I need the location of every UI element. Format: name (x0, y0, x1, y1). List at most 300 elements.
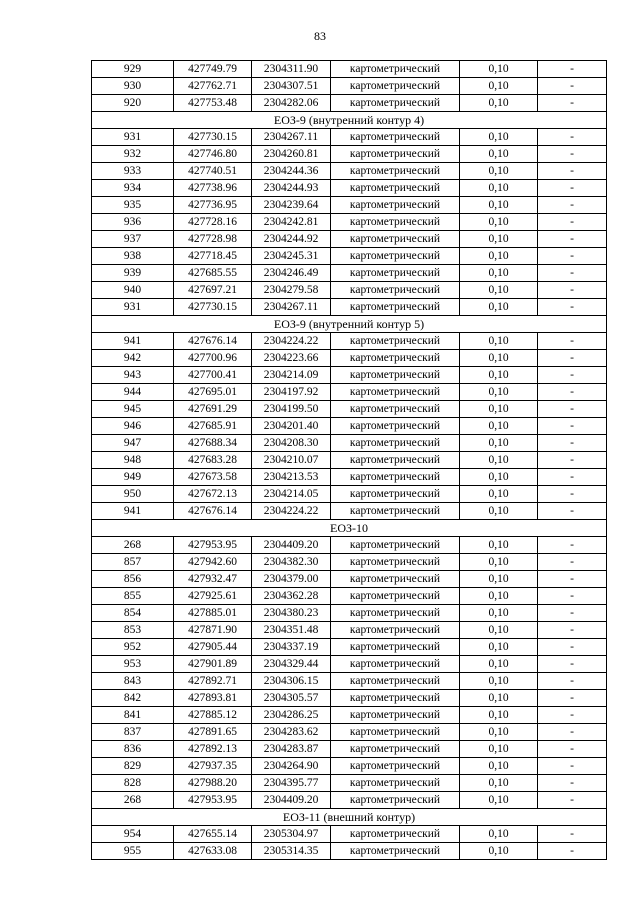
note-cell: - (538, 724, 607, 741)
accuracy-cell: 0,10 (460, 469, 538, 486)
y-coordinate-cell: 2304214.09 (252, 367, 331, 384)
point-number-cell: 931 (92, 299, 174, 316)
x-coordinate-cell: 427738.96 (174, 180, 252, 197)
table-row (92, 758, 607, 775)
accuracy-cell: 0,10 (460, 843, 538, 860)
point-number-cell: 938 (92, 248, 174, 265)
y-coordinate-cell: 2304239.64 (252, 197, 331, 214)
method-cell: картометрический (331, 401, 460, 418)
table-row (92, 333, 607, 350)
y-coordinate-cell: 2304246.49 (252, 265, 331, 282)
point-number-cell: 854 (92, 605, 174, 622)
point-number-cell: 947 (92, 435, 174, 452)
accuracy-cell: 0,10 (460, 299, 538, 316)
y-coordinate-cell: 2304210.07 (252, 452, 331, 469)
table-row (92, 622, 607, 639)
method-cell: картометрический (331, 452, 460, 469)
method-cell: картометрический (331, 588, 460, 605)
x-coordinate-cell: 427892.13 (174, 741, 252, 758)
y-coordinate-cell: 2304213.53 (252, 469, 331, 486)
method-cell: картометрический (331, 690, 460, 707)
table-row (92, 299, 607, 316)
note-cell: - (538, 333, 607, 350)
method-cell: картометрический (331, 656, 460, 673)
y-coordinate-cell: 2304224.22 (252, 333, 331, 350)
method-cell: картометрический (331, 282, 460, 299)
y-coordinate-cell: 2304329.44 (252, 656, 331, 673)
y-coordinate-cell: 2304224.22 (252, 503, 331, 520)
point-number-cell: 943 (92, 367, 174, 384)
accuracy-cell: 0,10 (460, 248, 538, 265)
note-cell: - (538, 146, 607, 163)
point-number-cell: 855 (92, 588, 174, 605)
note-cell: - (538, 843, 607, 860)
accuracy-cell: 0,10 (460, 775, 538, 792)
table-row (92, 707, 607, 724)
x-coordinate-cell: 427901.89 (174, 656, 252, 673)
note-cell: - (538, 690, 607, 707)
note-cell: - (538, 605, 607, 622)
note-cell: - (538, 78, 607, 95)
x-coordinate-cell: 427762.71 (174, 78, 252, 95)
accuracy-cell: 0,10 (460, 265, 538, 282)
table-row (92, 554, 607, 571)
table-row (92, 537, 607, 554)
point-number-cell: 937 (92, 231, 174, 248)
y-coordinate-cell: 2305314.35 (252, 843, 331, 860)
method-cell: картометрический (331, 367, 460, 384)
note-cell: - (538, 129, 607, 146)
note-cell: - (538, 673, 607, 690)
note-cell: - (538, 639, 607, 656)
x-coordinate-cell: 427885.01 (174, 605, 252, 622)
note-cell: - (538, 299, 607, 316)
table-row (92, 469, 607, 486)
method-cell: картометрический (331, 418, 460, 435)
y-coordinate-cell: 2304279.58 (252, 282, 331, 299)
accuracy-cell: 0,10 (460, 384, 538, 401)
table-row (92, 452, 607, 469)
point-number-cell: 941 (92, 333, 174, 350)
x-coordinate-cell: 427871.90 (174, 622, 252, 639)
method-cell: картометрический (331, 469, 460, 486)
table-row (92, 78, 607, 95)
table-row (92, 214, 607, 231)
table-row (92, 826, 607, 843)
x-coordinate-cell: 427718.45 (174, 248, 252, 265)
accuracy-cell: 0,10 (460, 571, 538, 588)
accuracy-cell: 0,10 (460, 214, 538, 231)
y-coordinate-cell: 2304267.11 (252, 299, 331, 316)
accuracy-cell: 0,10 (460, 231, 538, 248)
x-coordinate-cell: 427633.08 (174, 843, 252, 860)
method-cell: картометрический (331, 486, 460, 503)
method-cell: картометрический (331, 537, 460, 554)
x-coordinate-cell: 427730.15 (174, 299, 252, 316)
x-coordinate-cell: 427728.98 (174, 231, 252, 248)
accuracy-cell: 0,10 (460, 333, 538, 350)
method-cell: картометрический (331, 265, 460, 282)
method-cell: картометрический (331, 843, 460, 860)
method-cell: картометрический (331, 758, 460, 775)
accuracy-cell: 0,10 (460, 826, 538, 843)
coordinates-table (91, 60, 607, 860)
note-cell: - (538, 265, 607, 282)
x-coordinate-cell: 427885.12 (174, 707, 252, 724)
accuracy-cell: 0,10 (460, 605, 538, 622)
x-coordinate-cell: 427685.55 (174, 265, 252, 282)
note-cell: - (538, 384, 607, 401)
y-coordinate-cell: 2304382.30 (252, 554, 331, 571)
table-row (92, 656, 607, 673)
section-header-row (92, 112, 607, 129)
note-cell: - (538, 486, 607, 503)
method-cell: картометрический (331, 78, 460, 95)
accuracy-cell: 0,10 (460, 129, 538, 146)
note-cell: - (538, 163, 607, 180)
section-header-row (92, 520, 607, 537)
point-number-cell: 931 (92, 129, 174, 146)
x-coordinate-cell: 427676.14 (174, 333, 252, 350)
note-cell: - (538, 231, 607, 248)
method-cell: картометрический (331, 605, 460, 622)
method-cell: картометрический (331, 724, 460, 741)
point-number-cell: 268 (92, 792, 174, 809)
note-cell: - (538, 537, 607, 554)
method-cell: картометрический (331, 129, 460, 146)
y-coordinate-cell: 2304264.90 (252, 758, 331, 775)
note-cell: - (538, 350, 607, 367)
point-number-cell: 853 (92, 622, 174, 639)
y-coordinate-cell: 2304337.19 (252, 639, 331, 656)
y-coordinate-cell: 2304283.62 (252, 724, 331, 741)
x-coordinate-cell: 427695.01 (174, 384, 252, 401)
table-row (92, 673, 607, 690)
note-cell: - (538, 469, 607, 486)
accuracy-cell: 0,10 (460, 656, 538, 673)
table-row (92, 265, 607, 282)
section-title: ЕОЗ-10 (92, 520, 607, 537)
method-cell: картометрический (331, 826, 460, 843)
accuracy-cell: 0,10 (460, 588, 538, 605)
y-coordinate-cell: 2304362.28 (252, 588, 331, 605)
y-coordinate-cell: 2304307.51 (252, 78, 331, 95)
y-coordinate-cell: 2304379.00 (252, 571, 331, 588)
y-coordinate-cell: 2304351.48 (252, 622, 331, 639)
method-cell: картометрический (331, 792, 460, 809)
table-row (92, 231, 607, 248)
note-cell: - (538, 656, 607, 673)
table-row (92, 571, 607, 588)
note-cell: - (538, 741, 607, 758)
method-cell: картометрический (331, 622, 460, 639)
accuracy-cell: 0,10 (460, 452, 538, 469)
point-number-cell: 952 (92, 639, 174, 656)
x-coordinate-cell: 427937.35 (174, 758, 252, 775)
accuracy-cell: 0,10 (460, 180, 538, 197)
y-coordinate-cell: 2305304.97 (252, 826, 331, 843)
y-coordinate-cell: 2304283.87 (252, 741, 331, 758)
note-cell: - (538, 775, 607, 792)
method-cell: картометрический (331, 197, 460, 214)
note-cell: - (538, 95, 607, 112)
accuracy-cell: 0,10 (460, 282, 538, 299)
note-cell: - (538, 418, 607, 435)
y-coordinate-cell: 2304409.20 (252, 792, 331, 809)
table-row (92, 503, 607, 520)
method-cell: картометрический (331, 146, 460, 163)
table-row (92, 384, 607, 401)
x-coordinate-cell: 427746.80 (174, 146, 252, 163)
accuracy-cell: 0,10 (460, 724, 538, 741)
table-row (92, 605, 607, 622)
method-cell: картометрический (331, 571, 460, 588)
accuracy-cell: 0,10 (460, 197, 538, 214)
x-coordinate-cell: 427655.14 (174, 826, 252, 843)
point-number-cell: 950 (92, 486, 174, 503)
point-number-cell: 934 (92, 180, 174, 197)
table-row (92, 690, 607, 707)
method-cell: картометрический (331, 707, 460, 724)
method-cell: картометрический (331, 350, 460, 367)
x-coordinate-cell: 427988.20 (174, 775, 252, 792)
table-row (92, 418, 607, 435)
method-cell: картометрический (331, 639, 460, 656)
note-cell: - (538, 452, 607, 469)
method-cell: картометрический (331, 61, 460, 78)
point-number-cell: 953 (92, 656, 174, 673)
point-number-cell: 941 (92, 503, 174, 520)
accuracy-cell: 0,10 (460, 673, 538, 690)
x-coordinate-cell: 427730.15 (174, 129, 252, 146)
x-coordinate-cell: 427676.14 (174, 503, 252, 520)
note-cell: - (538, 214, 607, 231)
method-cell: картометрический (331, 95, 460, 112)
note-cell: - (538, 571, 607, 588)
point-number-cell: 942 (92, 350, 174, 367)
y-coordinate-cell: 2304286.25 (252, 707, 331, 724)
y-coordinate-cell: 2304208.30 (252, 435, 331, 452)
table-row (92, 486, 607, 503)
accuracy-cell: 0,10 (460, 95, 538, 112)
y-coordinate-cell: 2304282.06 (252, 95, 331, 112)
accuracy-cell: 0,10 (460, 418, 538, 435)
section-title: ЕОЗ-11 (внешний контур) (92, 809, 607, 826)
x-coordinate-cell: 427892.71 (174, 673, 252, 690)
y-coordinate-cell: 2304214.05 (252, 486, 331, 503)
table-row (92, 146, 607, 163)
section-header-row (92, 809, 607, 826)
point-number-cell: 935 (92, 197, 174, 214)
table-row (92, 435, 607, 452)
note-cell: - (538, 401, 607, 418)
method-cell: картометрический (331, 333, 460, 350)
x-coordinate-cell: 427942.60 (174, 554, 252, 571)
point-number-cell: 836 (92, 741, 174, 758)
note-cell: - (538, 282, 607, 299)
point-number-cell: 843 (92, 673, 174, 690)
point-number-cell: 920 (92, 95, 174, 112)
table-row (92, 180, 607, 197)
table-row (92, 248, 607, 265)
method-cell: картометрический (331, 741, 460, 758)
note-cell: - (538, 588, 607, 605)
point-number-cell: 955 (92, 843, 174, 860)
table-row (92, 163, 607, 180)
x-coordinate-cell: 427685.91 (174, 418, 252, 435)
accuracy-cell: 0,10 (460, 792, 538, 809)
y-coordinate-cell: 2304305.57 (252, 690, 331, 707)
page-number: 83 (314, 29, 326, 43)
x-coordinate-cell: 427691.29 (174, 401, 252, 418)
point-number-cell: 948 (92, 452, 174, 469)
y-coordinate-cell: 2304380.23 (252, 605, 331, 622)
point-number-cell: 829 (92, 758, 174, 775)
y-coordinate-cell: 2304409.20 (252, 537, 331, 554)
method-cell: картометрический (331, 214, 460, 231)
table-row (92, 843, 607, 860)
point-number-cell: 837 (92, 724, 174, 741)
accuracy-cell: 0,10 (460, 707, 538, 724)
y-coordinate-cell: 2304244.93 (252, 180, 331, 197)
y-coordinate-cell: 2304201.40 (252, 418, 331, 435)
point-number-cell: 268 (92, 537, 174, 554)
x-coordinate-cell: 427905.44 (174, 639, 252, 656)
x-coordinate-cell: 427953.95 (174, 537, 252, 554)
note-cell: - (538, 61, 607, 78)
point-number-cell: 954 (92, 826, 174, 843)
accuracy-cell: 0,10 (460, 639, 538, 656)
accuracy-cell: 0,10 (460, 435, 538, 452)
method-cell: картометрический (331, 163, 460, 180)
table-row (92, 639, 607, 656)
coordinates-table-body (92, 61, 607, 860)
y-coordinate-cell: 2304242.81 (252, 214, 331, 231)
note-cell: - (538, 554, 607, 571)
point-number-cell: 936 (92, 214, 174, 231)
accuracy-cell: 0,10 (460, 758, 538, 775)
y-coordinate-cell: 2304197.92 (252, 384, 331, 401)
x-coordinate-cell: 427925.61 (174, 588, 252, 605)
accuracy-cell: 0,10 (460, 486, 538, 503)
table-row (92, 197, 607, 214)
method-cell: картометрический (331, 299, 460, 316)
accuracy-cell: 0,10 (460, 350, 538, 367)
table-row (92, 129, 607, 146)
section-header-row (92, 316, 607, 333)
y-coordinate-cell: 2304267.11 (252, 129, 331, 146)
method-cell: картометрический (331, 248, 460, 265)
table-row (92, 350, 607, 367)
point-number-cell: 929 (92, 61, 174, 78)
point-number-cell: 933 (92, 163, 174, 180)
note-cell: - (538, 826, 607, 843)
section-title: ЕОЗ-9 (внутренний контур 4) (92, 112, 607, 129)
point-number-cell: 939 (92, 265, 174, 282)
method-cell: картометрический (331, 554, 460, 571)
note-cell: - (538, 622, 607, 639)
accuracy-cell: 0,10 (460, 146, 538, 163)
x-coordinate-cell: 427953.95 (174, 792, 252, 809)
x-coordinate-cell: 427740.51 (174, 163, 252, 180)
note-cell: - (538, 792, 607, 809)
note-cell: - (538, 503, 607, 520)
x-coordinate-cell: 427736.95 (174, 197, 252, 214)
point-number-cell: 944 (92, 384, 174, 401)
point-number-cell: 828 (92, 775, 174, 792)
x-coordinate-cell: 427749.79 (174, 61, 252, 78)
table-row (92, 61, 607, 78)
y-coordinate-cell: 2304244.36 (252, 163, 331, 180)
accuracy-cell: 0,10 (460, 61, 538, 78)
table-row (92, 95, 607, 112)
point-number-cell: 856 (92, 571, 174, 588)
x-coordinate-cell: 427893.81 (174, 690, 252, 707)
note-cell: - (538, 707, 607, 724)
point-number-cell: 930 (92, 78, 174, 95)
y-coordinate-cell: 2304244.92 (252, 231, 331, 248)
method-cell: картометрический (331, 180, 460, 197)
y-coordinate-cell: 2304311.90 (252, 61, 331, 78)
x-coordinate-cell: 427672.13 (174, 486, 252, 503)
y-coordinate-cell: 2304395.77 (252, 775, 331, 792)
x-coordinate-cell: 427673.58 (174, 469, 252, 486)
method-cell: картометрический (331, 231, 460, 248)
x-coordinate-cell: 427700.41 (174, 367, 252, 384)
table-row (92, 282, 607, 299)
table-row (92, 367, 607, 384)
table-row (92, 724, 607, 741)
x-coordinate-cell: 427753.48 (174, 95, 252, 112)
table-row (92, 401, 607, 418)
section-title: ЕОЗ-9 (внутренний контур 5) (92, 316, 607, 333)
y-coordinate-cell: 2304306.15 (252, 673, 331, 690)
point-number-cell: 949 (92, 469, 174, 486)
x-coordinate-cell: 427700.96 (174, 350, 252, 367)
note-cell: - (538, 758, 607, 775)
y-coordinate-cell: 2304245.31 (252, 248, 331, 265)
accuracy-cell: 0,10 (460, 401, 538, 418)
table-row (92, 588, 607, 605)
point-number-cell: 857 (92, 554, 174, 571)
point-number-cell: 932 (92, 146, 174, 163)
accuracy-cell: 0,10 (460, 367, 538, 384)
note-cell: - (538, 180, 607, 197)
x-coordinate-cell: 427688.34 (174, 435, 252, 452)
y-coordinate-cell: 2304199.50 (252, 401, 331, 418)
x-coordinate-cell: 427891.65 (174, 724, 252, 741)
method-cell: картометрический (331, 384, 460, 401)
x-coordinate-cell: 427932.47 (174, 571, 252, 588)
y-coordinate-cell: 2304223.66 (252, 350, 331, 367)
table-row (92, 775, 607, 792)
table-row (92, 792, 607, 809)
accuracy-cell: 0,10 (460, 690, 538, 707)
accuracy-cell: 0,10 (460, 741, 538, 758)
table-row (92, 741, 607, 758)
method-cell: картометрический (331, 435, 460, 452)
method-cell: картометрический (331, 775, 460, 792)
x-coordinate-cell: 427683.28 (174, 452, 252, 469)
accuracy-cell: 0,10 (460, 537, 538, 554)
x-coordinate-cell: 427697.21 (174, 282, 252, 299)
point-number-cell: 940 (92, 282, 174, 299)
x-coordinate-cell: 427728.16 (174, 214, 252, 231)
point-number-cell: 945 (92, 401, 174, 418)
note-cell: - (538, 248, 607, 265)
point-number-cell: 946 (92, 418, 174, 435)
point-number-cell: 841 (92, 707, 174, 724)
